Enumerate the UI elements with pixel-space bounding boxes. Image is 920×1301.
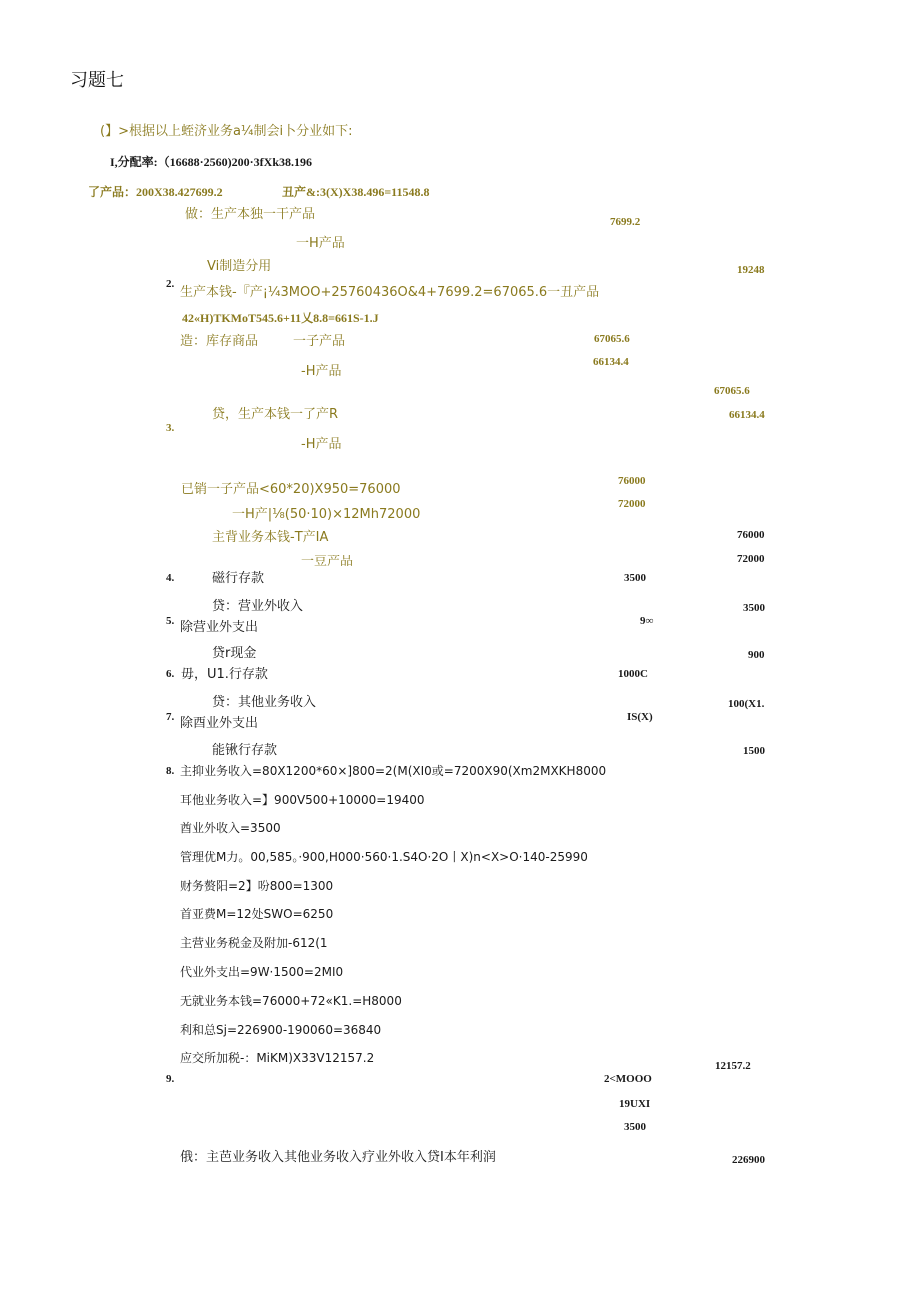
page-title: 习题七 [70, 70, 124, 90]
entry-line: 磁行存款 [212, 571, 265, 586]
amount: 67065.6 [594, 333, 630, 345]
amount: 67065.6 [714, 385, 750, 397]
amount: 19UXI [619, 1098, 651, 1110]
amount: 76000 [618, 475, 646, 487]
summary-line: 酋业外收入=3500 [180, 821, 281, 835]
amount: 72000 [618, 498, 646, 510]
summary-line: 管理优M力。00,585。·900,H000·560·1.S4O·2O丨X)n<X>O·140-25990 [180, 850, 588, 864]
summary-line: 首亚费M=12处SWO=6250 [180, 907, 334, 921]
item-number: 4. [166, 572, 175, 584]
entry-line: Vi制造分用 [207, 259, 272, 274]
entry-line: -H产品 [301, 364, 342, 379]
entry-line: 已销一子产品<60*20)X950=76000 [181, 482, 401, 497]
amount: 7699.2 [610, 216, 641, 228]
amount: 12157.2 [715, 1060, 751, 1072]
allocation-rate: I,分配率:（16688·2560)200·3fXk38.196 [110, 155, 313, 169]
entry-line: 贷，生产本钱一了产R [212, 407, 339, 422]
summary-line: 利和总Sj=226900-190060=36840 [180, 1023, 382, 1037]
amount: 3500 [624, 1121, 646, 1133]
entry-line: 主背业务本钱-T产IA [212, 530, 329, 545]
summary-line: 财务赘阳=2】吩800=1300 [180, 879, 334, 893]
summary-line: 代业外支出=9W·1500=2MI0 [180, 965, 344, 979]
amount: 19248 [737, 264, 765, 276]
item-number: 6. [166, 668, 175, 680]
summary-line: 无就业务本钱=76000+72«K1.=H8000 [180, 994, 402, 1008]
entry-line: 贷r现金 [212, 646, 257, 661]
summary-line: 主抑业务收入=80X1200*60×]800=2(M(XI0或=7200X90(Xm2MXKH8000 [180, 764, 607, 778]
summary-line: 耳他业务收入=】900V500+10000=19400 [180, 793, 425, 807]
entry-line: 生产本钱-『产¡¼3MOO+25760436O&4+7699.2=67065.6一丑产品 [180, 285, 600, 300]
item-number: 8. [166, 765, 175, 777]
entry-line: -H产品 [301, 437, 342, 452]
amount: 66134.4 [729, 409, 765, 421]
product-b-calc: 丑产&:3(X)X38.496=11548.8 [282, 185, 430, 199]
entry-line: 一豆产品 [301, 555, 354, 566]
item-number: 7. [166, 711, 175, 723]
amount: 1500 [743, 745, 765, 757]
summary-line: 主营业务税金及附加-612(1 [180, 936, 328, 950]
item-number: 2. [166, 278, 175, 290]
amount: 9∞ [640, 615, 654, 627]
entry-line: 做：生产本独一干产品 [185, 207, 316, 222]
amount: IS(X) [627, 711, 653, 723]
item-number: 5. [166, 615, 175, 627]
amount: 3500 [624, 572, 646, 584]
entry-line: 除营业外支出 [180, 620, 259, 635]
amount: 900 [748, 649, 765, 661]
amount: 3500 [743, 602, 765, 614]
entry-line: 造：库存商品 [180, 334, 259, 349]
entry-line: 能锹行存款 [212, 743, 278, 758]
entry-line: 贷：其他业务收入 [212, 695, 317, 710]
amount: 100(X1. [728, 698, 765, 710]
item-number: 3. [166, 422, 175, 434]
item-number: 9. [166, 1073, 175, 1085]
amount: 72000 [737, 553, 765, 565]
calc-line: 42«H)TKMoT545.6+11乂8.8=661S-1.J [182, 311, 379, 325]
summary-line: 应交所加税-：MiKM)X33V12157.2 [180, 1051, 375, 1065]
entry-line: 贷：营业外收入 [212, 599, 304, 614]
intro-line: (】>根据以上蛭济业务a¼制会i卜分业如下: [100, 124, 353, 139]
entry-line: 一子产品 [293, 334, 346, 349]
entry-line: 毋，U1.行存款 [181, 667, 268, 682]
amount: 226900 [732, 1154, 765, 1166]
entry-line: 一H产品 [296, 236, 345, 251]
product-a-calc: 了产品：200X38.427699.2 [88, 185, 223, 199]
amount: 76000 [737, 529, 765, 541]
amount: 2<MOOO [604, 1073, 652, 1085]
amount: 66134.4 [593, 356, 629, 368]
entry-line: 一H产|⅛(50·10)×12Mh72000 [232, 507, 421, 522]
entry-line: 俄：主芭业务收入其他业务收入疗业外收入贷I本年利润 [180, 1150, 496, 1165]
entry-line: 除酉业外支出 [180, 716, 259, 731]
amount: 1000C [618, 668, 648, 680]
